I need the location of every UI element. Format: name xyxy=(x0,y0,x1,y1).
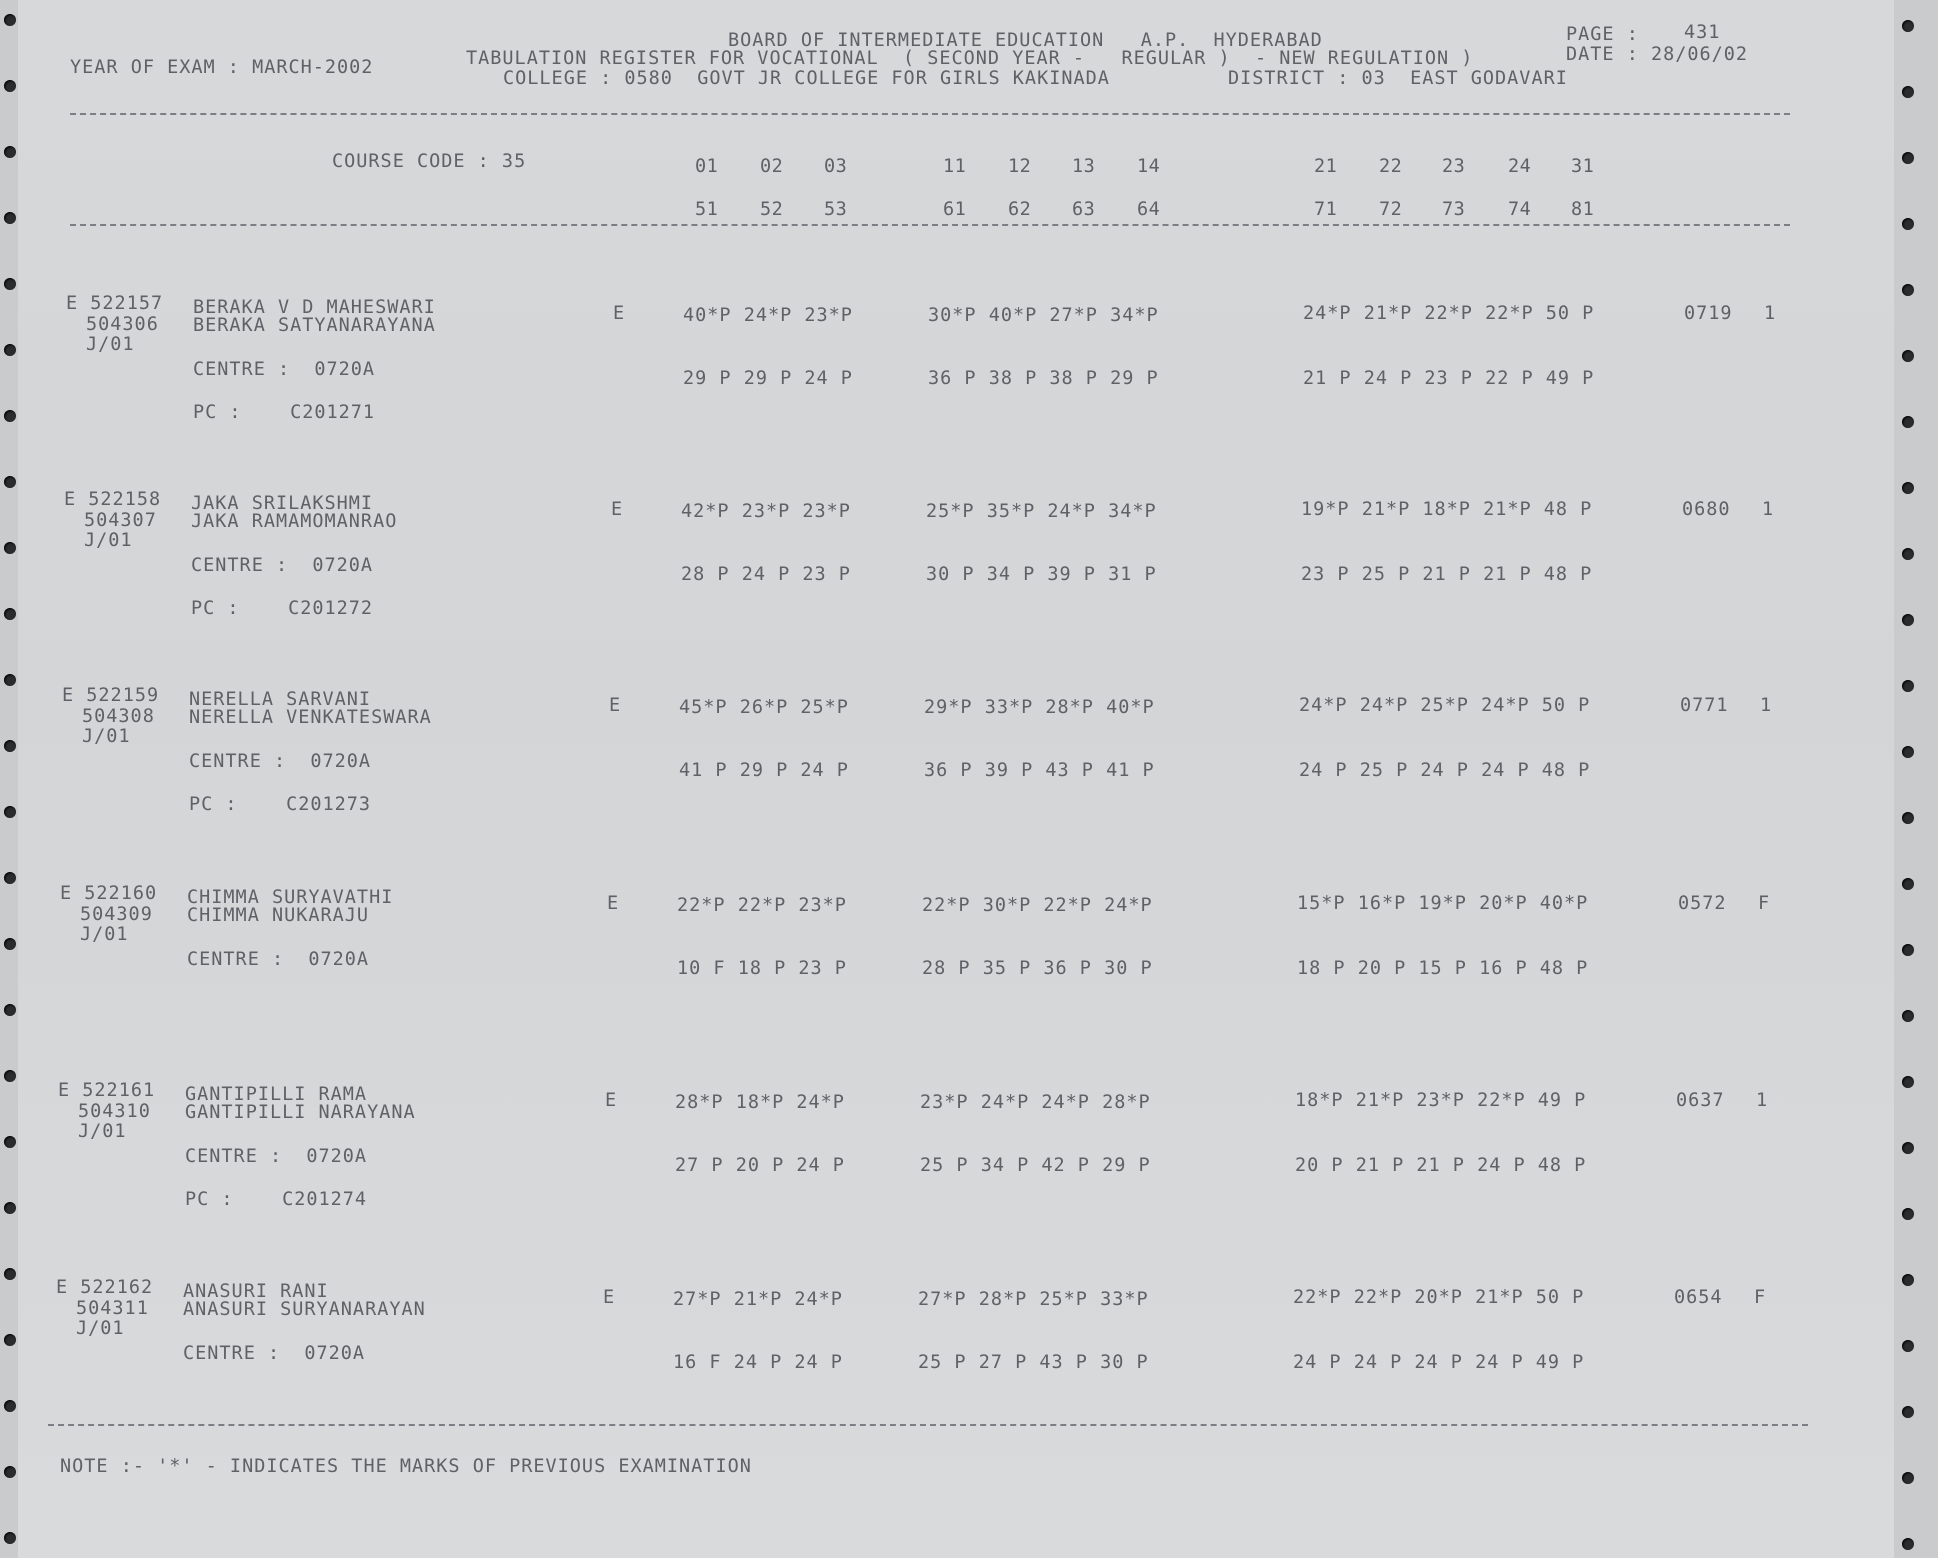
student-name: NERELLA SARVANI xyxy=(189,689,372,710)
subject-code: 12 xyxy=(1008,156,1032,177)
student-roll-no: 504309 xyxy=(80,904,153,925)
total-marks: 0572 xyxy=(1678,893,1727,914)
feed-hole xyxy=(1902,1406,1914,1418)
subject-code: 14 xyxy=(1137,156,1161,177)
feed-hole xyxy=(1902,1142,1914,1154)
student-class: J/01 xyxy=(76,1318,125,1339)
college-line: COLLEGE : 0580 GOVT JR COLLEGE FOR GIRLS KAKINADA xyxy=(503,68,1110,89)
student-class: J/01 xyxy=(82,726,131,747)
feed-hole xyxy=(4,1400,16,1412)
feed-hole xyxy=(4,872,16,884)
feed-hole xyxy=(1902,1538,1914,1550)
feed-hole xyxy=(1902,878,1914,890)
marks-group-5: 25 P 27 P 43 P 30 P xyxy=(918,1352,1149,1373)
marks-group-4: 27 P 20 P 24 P xyxy=(675,1155,845,1176)
page-label: PAGE : xyxy=(1566,24,1639,45)
student-reg-no: E 522159 xyxy=(62,685,160,706)
marks-group-1: 28*P 18*P 24*P xyxy=(675,1092,845,1113)
feed-hole xyxy=(4,1202,16,1214)
medium: E xyxy=(611,499,624,520)
register-title: TABULATION REGISTER FOR VOCATIONAL ( SECOND YEAR - REGULAR ) - NEW REGULATION ) xyxy=(466,48,1474,69)
student-roll-no: 504308 xyxy=(82,706,155,727)
feed-hole xyxy=(4,674,16,686)
feed-hole xyxy=(4,1070,16,1082)
subject-code: 73 xyxy=(1442,199,1466,220)
marks-group-3: 15*P 16*P 19*P 20*P 40*P xyxy=(1297,893,1589,914)
centre: CENTRE : 0720A xyxy=(185,1146,368,1167)
medium: E xyxy=(603,1287,616,1308)
feed-hole xyxy=(4,1136,16,1148)
father-name: GANTIPILLI NARAYANA xyxy=(185,1102,416,1123)
feed-hole xyxy=(1902,1472,1914,1484)
subject-code: 24 xyxy=(1508,156,1532,177)
feed-hole xyxy=(4,476,16,488)
feed-hole xyxy=(1902,548,1914,560)
total-marks: 0637 xyxy=(1676,1090,1725,1111)
marks-group-6: 18 P 20 P 15 P 16 P 48 P xyxy=(1297,958,1589,979)
result: F xyxy=(1758,893,1771,914)
marks-group-1: 40*P 24*P 23*P xyxy=(683,305,853,326)
feed-hole xyxy=(4,344,16,356)
total-marks: 0719 xyxy=(1684,303,1733,324)
feed-hole xyxy=(4,80,16,92)
centre: CENTRE : 0720A xyxy=(189,751,372,772)
register-sheet xyxy=(18,0,1894,1558)
subject-code: 63 xyxy=(1072,199,1096,220)
feed-hole xyxy=(4,146,16,158)
district-line: DISTRICT : 03 EAST GODAVARI xyxy=(1228,68,1568,89)
feed-hole xyxy=(1902,680,1914,692)
student-name: GANTIPILLI RAMA xyxy=(185,1084,368,1105)
feed-hole xyxy=(4,278,16,290)
feed-hole xyxy=(4,806,16,818)
marks-group-3: 24*P 21*P 22*P 22*P 50 P xyxy=(1303,303,1595,324)
board-title: BOARD OF INTERMEDIATE EDUCATION A.P. HYDERABAD xyxy=(728,30,1323,51)
feed-hole xyxy=(4,1004,16,1016)
subject-code: 81 xyxy=(1571,199,1595,220)
student-class: J/01 xyxy=(80,924,129,945)
marks-group-2: 29*P 33*P 28*P 40*P xyxy=(924,697,1155,718)
centre: CENTRE : 0720A xyxy=(183,1343,366,1364)
marks-group-4: 41 P 29 P 24 P xyxy=(679,760,849,781)
feed-holes-right xyxy=(1900,0,1920,1558)
pc-number: PC : C201274 xyxy=(185,1189,368,1210)
marks-group-2: 22*P 30*P 22*P 24*P xyxy=(922,895,1153,916)
result: 1 xyxy=(1764,303,1777,324)
subject-code: 23 xyxy=(1442,156,1466,177)
result: 1 xyxy=(1760,695,1773,716)
feed-hole xyxy=(4,1334,16,1346)
result: 1 xyxy=(1762,499,1775,520)
student-reg-no: E 522161 xyxy=(58,1080,156,1101)
feed-hole xyxy=(4,212,16,224)
feed-hole xyxy=(1902,1076,1914,1088)
student-class: J/01 xyxy=(78,1121,127,1142)
marks-group-4: 29 P 29 P 24 P xyxy=(683,368,853,389)
feed-hole xyxy=(4,14,16,26)
student-roll-no: 504311 xyxy=(76,1298,149,1319)
marks-group-3: 24*P 24*P 25*P 24*P 50 P xyxy=(1299,695,1591,716)
feed-hole xyxy=(1902,1208,1914,1220)
medium: E xyxy=(613,303,626,324)
feed-holes-left xyxy=(2,0,22,1558)
father-name: CHIMMA NUKARAJU xyxy=(187,905,370,926)
pc-number: PC : C201273 xyxy=(189,794,372,815)
subject-code: 53 xyxy=(824,199,848,220)
feed-hole xyxy=(4,1466,16,1478)
subject-code: 11 xyxy=(943,156,967,177)
student-class: J/01 xyxy=(84,530,133,551)
student-roll-no: 504307 xyxy=(84,510,157,531)
student-name: ANASURI RANI xyxy=(183,1281,329,1302)
feed-hole xyxy=(4,542,16,554)
feed-hole xyxy=(1902,944,1914,956)
marks-group-4: 10 F 18 P 23 P xyxy=(677,958,847,979)
year-of-exam: YEAR OF EXAM : MARCH-2002 xyxy=(70,57,374,78)
marks-group-1: 42*P 23*P 23*P xyxy=(681,501,851,522)
feed-hole xyxy=(1902,812,1914,824)
marks-group-3: 22*P 22*P 20*P 21*P 50 P xyxy=(1293,1287,1585,1308)
marks-group-2: 30*P 40*P 27*P 34*P xyxy=(928,305,1159,326)
student-roll-no: 504310 xyxy=(78,1101,151,1122)
student-name: JAKA SRILAKSHMI xyxy=(191,493,374,514)
marks-group-3: 18*P 21*P 23*P 22*P 49 P xyxy=(1295,1090,1587,1111)
feed-hole xyxy=(4,1268,16,1280)
feed-hole xyxy=(1902,284,1914,296)
feed-hole xyxy=(1902,152,1914,164)
subject-code: 61 xyxy=(943,199,967,220)
marks-group-5: 28 P 35 P 36 P 30 P xyxy=(922,958,1153,979)
father-name: JAKA RAMAMOMANRAO xyxy=(191,511,398,532)
marks-group-4: 16 F 24 P 24 P xyxy=(673,1352,843,1373)
feed-hole xyxy=(1902,746,1914,758)
marks-group-6: 23 P 25 P 21 P 21 P 48 P xyxy=(1301,564,1593,585)
marks-group-4: 28 P 24 P 23 P xyxy=(681,564,851,585)
page-number: 431 xyxy=(1684,22,1721,43)
subject-code: 51 xyxy=(695,199,719,220)
course-code: COURSE CODE : 35 xyxy=(332,151,527,172)
marks-group-2: 25*P 35*P 24*P 34*P xyxy=(926,501,1157,522)
feed-hole xyxy=(1902,1340,1914,1352)
marks-group-3: 19*P 21*P 18*P 21*P 48 P xyxy=(1301,499,1593,520)
marks-group-6: 24 P 25 P 24 P 24 P 48 P xyxy=(1299,760,1591,781)
subject-code: 74 xyxy=(1508,199,1532,220)
student-reg-no: E 522160 xyxy=(60,883,158,904)
subject-code: 62 xyxy=(1008,199,1032,220)
pc-number: PC : C201271 xyxy=(193,402,376,423)
subject-code: 52 xyxy=(760,199,784,220)
student-reg-no: E 522162 xyxy=(56,1277,154,1298)
medium: E xyxy=(605,1090,618,1111)
marks-group-6: 20 P 21 P 21 P 24 P 48 P xyxy=(1295,1155,1587,1176)
marks-group-1: 22*P 22*P 23*P xyxy=(677,895,847,916)
marks-group-1: 27*P 21*P 24*P xyxy=(673,1289,843,1310)
father-name: BERAKA SATYANARAYANA xyxy=(193,315,436,336)
subject-code: 01 xyxy=(695,156,719,177)
feed-hole xyxy=(4,410,16,422)
register-date: DATE : 28/06/02 xyxy=(1566,44,1749,65)
student-class: J/01 xyxy=(86,334,135,355)
subject-code: 64 xyxy=(1137,199,1161,220)
result: F xyxy=(1754,1287,1767,1308)
subject-code: 22 xyxy=(1379,156,1403,177)
marks-group-1: 45*P 26*P 25*P xyxy=(679,697,849,718)
subject-code: 13 xyxy=(1072,156,1096,177)
centre: CENTRE : 0720A xyxy=(193,359,376,380)
feed-hole xyxy=(1902,614,1914,626)
feed-hole xyxy=(4,608,16,620)
marks-group-2: 27*P 28*P 25*P 33*P xyxy=(918,1289,1149,1310)
marks-group-6: 21 P 24 P 23 P 22 P 49 P xyxy=(1303,368,1595,389)
marks-group-5: 36 P 39 P 43 P 41 P xyxy=(924,760,1155,781)
divider xyxy=(70,113,1790,115)
feed-hole xyxy=(4,1532,16,1544)
pc-number: PC : C201272 xyxy=(191,598,374,619)
feed-hole xyxy=(1902,350,1914,362)
subject-code: 03 xyxy=(824,156,848,177)
feed-hole xyxy=(1902,218,1914,230)
result: 1 xyxy=(1756,1090,1769,1111)
marks-group-5: 25 P 34 P 42 P 29 P xyxy=(920,1155,1151,1176)
centre: CENTRE : 0720A xyxy=(187,949,370,970)
total-marks: 0654 xyxy=(1674,1287,1723,1308)
feed-hole xyxy=(1902,1010,1914,1022)
feed-hole xyxy=(1902,482,1914,494)
feed-hole xyxy=(1902,86,1914,98)
subject-code: 31 xyxy=(1571,156,1595,177)
marks-group-5: 30 P 34 P 39 P 31 P xyxy=(926,564,1157,585)
total-marks: 0771 xyxy=(1680,695,1729,716)
feed-hole xyxy=(4,740,16,752)
student-reg-no: E 522158 xyxy=(64,489,162,510)
footnote: NOTE :- '*' - INDICATES THE MARKS OF PREVIOUS EXAMINATION xyxy=(60,1456,752,1477)
subject-code: 02 xyxy=(760,156,784,177)
marks-group-5: 36 P 38 P 38 P 29 P xyxy=(928,368,1159,389)
father-name: ANASURI SURYANARAYAN xyxy=(183,1299,426,1320)
medium: E xyxy=(609,695,622,716)
medium: E xyxy=(607,893,620,914)
marks-group-2: 23*P 24*P 24*P 28*P xyxy=(920,1092,1151,1113)
feed-hole xyxy=(4,938,16,950)
father-name: NERELLA VENKATESWARA xyxy=(189,707,432,728)
student-name: BERAKA V D MAHESWARI xyxy=(193,297,436,318)
feed-hole xyxy=(1902,416,1914,428)
divider xyxy=(70,224,1790,226)
subject-code: 72 xyxy=(1379,199,1403,220)
feed-hole xyxy=(1902,20,1914,32)
student-reg-no: E 522157 xyxy=(66,293,164,314)
student-roll-no: 504306 xyxy=(86,314,159,335)
student-name: CHIMMA SURYAVATHI xyxy=(187,887,394,908)
marks-group-6: 24 P 24 P 24 P 24 P 49 P xyxy=(1293,1352,1585,1373)
divider xyxy=(48,1424,1808,1426)
centre: CENTRE : 0720A xyxy=(191,555,374,576)
subject-code: 21 xyxy=(1314,156,1338,177)
feed-hole xyxy=(1902,1274,1914,1286)
total-marks: 0680 xyxy=(1682,499,1731,520)
subject-code: 71 xyxy=(1314,199,1338,220)
